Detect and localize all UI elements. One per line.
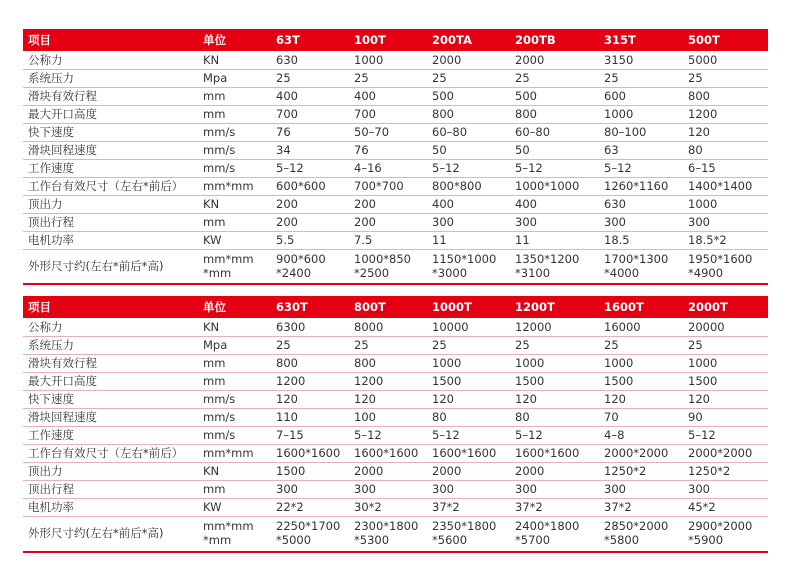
param-value: 630 [599,195,683,213]
param-value: 300 [349,480,427,498]
param-value: 80–100 [599,123,683,141]
table-row [23,498,768,516]
param-value: 5000 [683,51,768,69]
param-label: 工作台有效尺寸（左右*前后） [23,177,198,195]
param-value: 2000 [427,462,510,480]
param-unit: mm/s [198,390,271,408]
param-value: 60–80 [510,123,599,141]
param-value [271,249,349,283]
param-value: 800 [427,105,510,123]
header-item: 项目 [28,300,51,314]
dim-line-2: *5700 [515,533,551,548]
param-value: 37*2 [599,498,683,516]
param-value: 45*2 [683,498,768,516]
table-row [23,462,768,480]
param-value: 1500 [427,372,510,390]
param-value: 12000 [510,318,599,336]
table-row [23,69,768,87]
param-value: 630 [271,51,349,69]
param-value [271,516,349,550]
param-value: 25 [599,69,683,87]
param-value: 22*2 [271,498,349,516]
param-unit: mm/s [198,426,271,444]
param-unit: KW [198,231,271,249]
header-model: 100T [354,33,386,47]
param-value: 100 [349,408,427,426]
param-value: 5–12 [510,159,599,177]
dim-line-2: *5600 [432,533,468,548]
param-unit: mm*mm [198,444,271,462]
header-model: 200TB [515,33,556,47]
table-row-dimensions [23,249,768,283]
param-value: 200 [349,213,427,231]
param-label: 最大开口高度 [23,105,198,123]
dim-line-1: 900*600 [276,252,326,267]
param-label: 电机功率 [23,498,198,516]
param-value [599,516,683,550]
param-unit: KN [198,318,271,336]
param-label: 顶出行程 [23,213,198,231]
table-bottom-rule [23,551,768,553]
param-label: 外形尺寸约(左右*前后*高) [28,526,164,541]
param-value: 1250*2 [599,462,683,480]
param-value: 20000 [683,318,768,336]
param-value: 1600*1600 [427,444,510,462]
param-value: 1400*1400 [683,177,768,195]
dim-line-2: *4900 [688,266,724,281]
param-label: 顶出力 [23,462,198,480]
dim-line-1: 1950*1600 [688,252,753,267]
param-value: 5–12 [427,159,510,177]
param-value: 2000*2000 [683,444,768,462]
param-value: 70 [599,408,683,426]
param-value: 200 [271,195,349,213]
param-value: 1600*1600 [271,444,349,462]
param-value: 1000 [683,195,768,213]
dim-line-1: 1350*1200 [515,252,580,267]
param-value: 300 [510,480,599,498]
dim-line-2: *2500 [354,266,390,281]
param-value: 11 [510,231,599,249]
param-value: 10000 [427,318,510,336]
table-row [23,195,768,213]
param-value: 1000 [427,354,510,372]
param-value: 16000 [599,318,683,336]
param-value: 50 [510,141,599,159]
table-row [23,426,768,444]
header-model: 200TA [432,33,472,47]
header-unit: 单位 [203,33,226,47]
param-value: 120 [683,390,768,408]
param-value [349,516,427,550]
table-body [23,318,768,550]
param-value: 500 [427,87,510,105]
param-value: 1000*1000 [510,177,599,195]
param-unit [198,516,271,550]
dim-line-1: 2900*2000 [688,519,753,534]
table-row [23,390,768,408]
param-value: 25 [427,336,510,354]
param-value: 1000 [510,354,599,372]
param-unit: mm [198,480,271,498]
param-value: 600*600 [271,177,349,195]
param-label: 工作速度 [23,426,198,444]
dim-line-1: 2300*1800 [354,519,419,534]
param-value: 60–80 [427,123,510,141]
dim-line-1: 1150*1000 [432,252,497,267]
param-unit: mm [198,105,271,123]
param-unit: mm [198,213,271,231]
param-value: 50 [427,141,510,159]
dim-line-1: 1000*850 [354,252,411,267]
param-value: 1200 [271,372,349,390]
param-value: 700 [271,105,349,123]
param-label: 快下速度 [23,390,198,408]
param-value: 200 [271,213,349,231]
param-value: 700 [349,105,427,123]
param-value: 25 [349,336,427,354]
table-row [23,87,768,105]
param-value: 6–15 [683,159,768,177]
param-value: 800 [349,354,427,372]
param-value: 300 [599,213,683,231]
dim-line-2: *3000 [432,266,468,281]
header-model: 2000T [688,300,728,314]
param-label: 系统压力 [23,69,198,87]
param-unit: KW [198,498,271,516]
dim-line-1: 2850*2000 [604,519,669,534]
param-unit: KN [198,462,271,480]
header-item: 项目 [28,33,51,47]
param-value [349,249,427,283]
param-value: 800 [271,354,349,372]
param-value: 5–12 [349,426,427,444]
param-value: 120 [427,390,510,408]
param-value: 1500 [271,462,349,480]
param-value: 800*800 [427,177,510,195]
dim-line-1: 2350*1800 [432,519,497,534]
param-value: 34 [271,141,349,159]
param-label: 工作速度 [23,159,198,177]
param-unit: mm/s [198,123,271,141]
table-row [23,105,768,123]
param-value: 300 [683,480,768,498]
param-value: 600 [599,87,683,105]
dim-line-2: *mm [203,533,232,548]
param-value: 1000 [599,105,683,123]
param-unit: mm/s [198,159,271,177]
param-value: 120 [510,390,599,408]
param-unit: KN [198,51,271,69]
param-value: 90 [683,408,768,426]
table-row [23,231,768,249]
param-label: 最大开口高度 [23,372,198,390]
param-value: 5–12 [683,426,768,444]
param-label: 顶出力 [23,195,198,213]
header-model: 1000T [432,300,472,314]
dim-line-1: 2400*1800 [515,519,580,534]
param-value [427,249,510,283]
param-value: 200 [349,195,427,213]
param-value: 5–12 [510,426,599,444]
param-value: 25 [510,69,599,87]
param-value: 2000 [349,462,427,480]
header-model: 500T [688,33,720,47]
param-value: 1000 [599,354,683,372]
spec-table-2 [23,296,768,550]
param-value: 2000 [510,51,599,69]
dim-line-2: *2400 [276,266,312,281]
table-row [23,177,768,195]
param-value: 1500 [683,372,768,390]
param-label: 滑块回程速度 [23,141,198,159]
param-value: 25 [271,336,349,354]
param-value: 25 [683,69,768,87]
param-value [510,516,599,550]
dim-line-2: *5800 [604,533,640,548]
param-value: 1600*1600 [349,444,427,462]
param-value: 50–70 [349,123,427,141]
param-value: 25 [599,336,683,354]
param-value: 1000 [349,51,427,69]
param-value: 120 [349,390,427,408]
param-value: 120 [683,123,768,141]
param-value: 1000 [683,354,768,372]
param-value: 5–12 [427,426,510,444]
param-value: 400 [510,195,599,213]
table-row-dimensions [23,516,768,550]
table-row [23,318,768,336]
param-value [427,516,510,550]
param-unit [198,249,271,283]
header-model: 800T [354,300,386,314]
param-value: 5–12 [599,159,683,177]
dim-line-1: mm*mm [203,519,254,534]
param-unit: KN [198,195,271,213]
header-row [23,296,768,318]
param-value: 2000*2000 [599,444,683,462]
header-model: 1200T [515,300,555,314]
table-row [23,123,768,141]
param-value: 80 [427,408,510,426]
param-value: 25 [427,69,510,87]
dim-line-2: *5900 [688,533,724,548]
dim-line-1: 1700*1300 [604,252,669,267]
param-value: 400 [427,195,510,213]
table-header [23,296,768,318]
table-header [23,29,768,51]
param-unit: Mpa [198,69,271,87]
param-value: 1200 [349,372,427,390]
header-unit: 单位 [203,300,226,314]
table-row [23,444,768,462]
param-value: 5.5 [271,231,349,249]
table-row [23,354,768,372]
param-value: 11 [427,231,510,249]
param-value: 2000 [510,462,599,480]
param-value: 37*2 [510,498,599,516]
param-value: 30*2 [349,498,427,516]
param-label: 滑块有效行程 [23,87,198,105]
table-row [23,336,768,354]
param-unit: mm [198,87,271,105]
header-model: 630T [276,300,308,314]
param-value: 500 [510,87,599,105]
param-unit: mm/s [198,408,271,426]
param-value: 3150 [599,51,683,69]
param-label: 公称力 [23,51,198,69]
dim-line-2: *3100 [515,266,551,281]
header-model: 315T [604,33,636,47]
param-value [510,249,599,283]
param-value: 400 [271,87,349,105]
dim-line-2: *5000 [276,533,312,548]
param-label: 快下速度 [23,123,198,141]
param-value: 80 [510,408,599,426]
param-value: 37*2 [427,498,510,516]
param-label: 滑块回程速度 [23,408,198,426]
header-model: 63T [276,33,300,47]
param-value: 110 [271,408,349,426]
param-value: 76 [271,123,349,141]
header-model: 1600T [604,300,644,314]
table-row [23,372,768,390]
param-value: 1500 [510,372,599,390]
param-label: 系统压力 [23,336,198,354]
param-value: 4–16 [349,159,427,177]
param-value: 300 [510,213,599,231]
table-bottom-rule [23,283,768,285]
param-value: 25 [683,336,768,354]
dim-line-1: 2250*1700 [276,519,341,534]
param-unit: Mpa [198,336,271,354]
param-value: 300 [427,213,510,231]
param-value: 120 [271,390,349,408]
param-value: 7.5 [349,231,427,249]
spec-table-1 [23,29,768,283]
table-row [23,51,768,69]
table-row [23,480,768,498]
param-value: 25 [349,69,427,87]
param-value [683,249,768,283]
param-unit: mm [198,372,271,390]
param-value: 400 [349,87,427,105]
table-row [23,213,768,231]
param-value: 300 [271,480,349,498]
param-label: 工作台有效尺寸（左右*前后） [23,444,198,462]
param-value: 25 [271,69,349,87]
param-value: 800 [683,87,768,105]
param-value: 300 [599,480,683,498]
param-unit: mm*mm [198,177,271,195]
param-value: 300 [683,213,768,231]
table-body [23,51,768,283]
param-value [683,516,768,550]
param-value [599,249,683,283]
param-value: 7–15 [271,426,349,444]
dim-line-1: mm*mm [203,252,254,267]
param-value: 120 [599,390,683,408]
dim-line-2: *5300 [354,533,390,548]
param-unit: mm [198,354,271,372]
param-value: 700*700 [349,177,427,195]
param-value: 800 [510,105,599,123]
header-row [23,29,768,51]
param-value: 63 [599,141,683,159]
param-label: 滑块有效行程 [23,354,198,372]
table-row [23,141,768,159]
param-label: 顶出行程 [23,480,198,498]
dim-line-2: *4000 [604,266,640,281]
param-unit: mm/s [198,141,271,159]
param-value: 2000 [427,51,510,69]
param-value: 76 [349,141,427,159]
param-value: 5–12 [271,159,349,177]
param-value: 18.5*2 [683,231,768,249]
param-label: 外形尺寸约(左右*前后*高) [28,259,164,274]
param-label: 电机功率 [23,231,198,249]
table-row [23,159,768,177]
param-value: 18.5 [599,231,683,249]
param-value: 25 [510,336,599,354]
param-value: 1200 [683,105,768,123]
param-value: 1600*1600 [510,444,599,462]
param-value: 80 [683,141,768,159]
param-value: 8000 [349,318,427,336]
param-value: 4–8 [599,426,683,444]
param-value: 6300 [271,318,349,336]
dim-line-2: *mm [203,266,232,281]
param-value: 1260*1160 [599,177,683,195]
param-value: 1500 [599,372,683,390]
param-value: 1250*2 [683,462,768,480]
table-row [23,408,768,426]
param-label: 公称力 [23,318,198,336]
param-value: 300 [427,480,510,498]
